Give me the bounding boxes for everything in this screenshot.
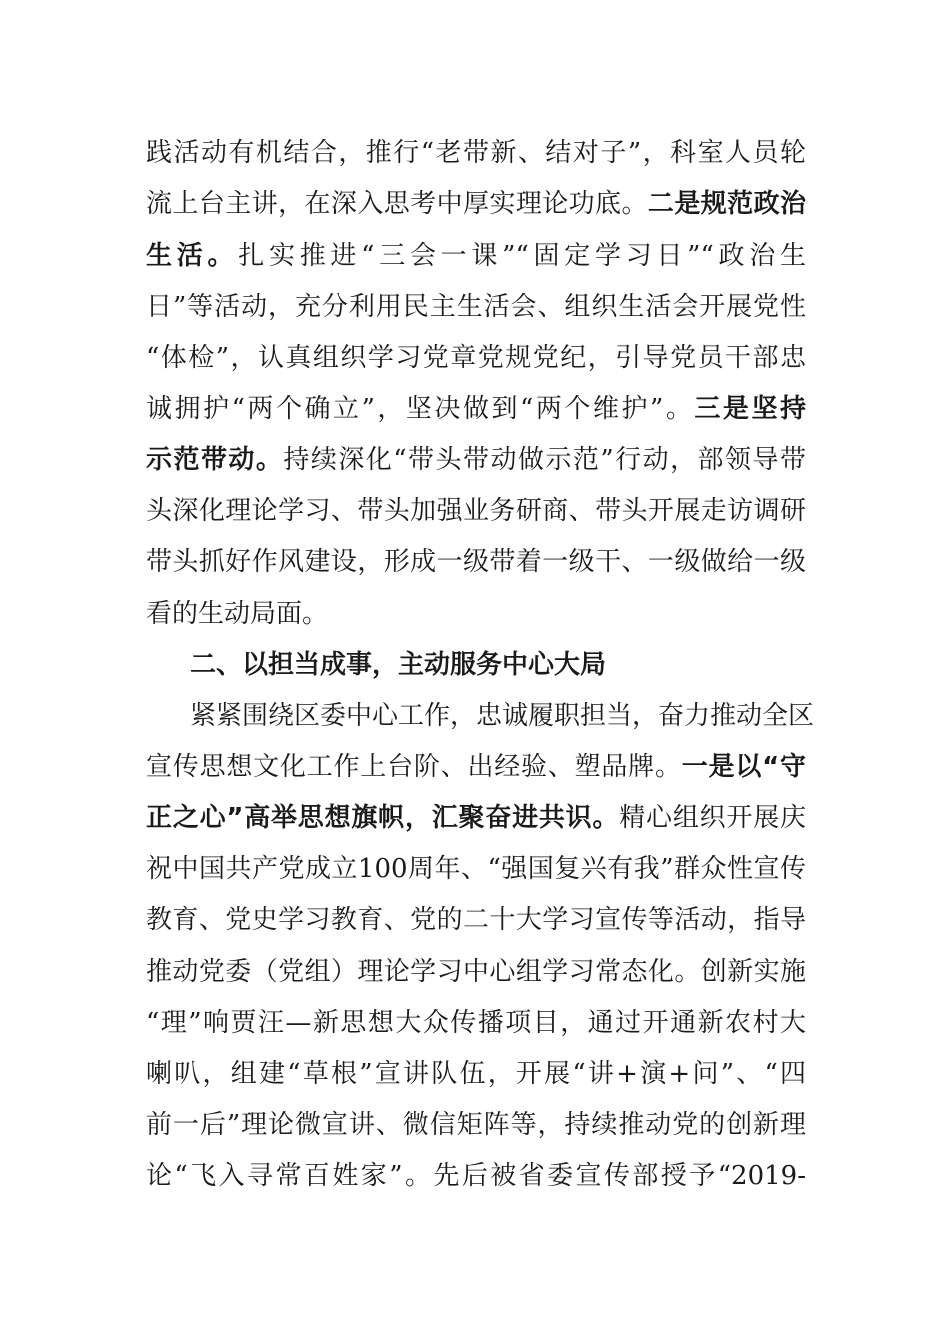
line-text: 论“飞入寻常百姓家”。先后被省委宣传部授予“2019-	[146, 1161, 806, 1191]
paragraph-line	[146, 1054, 806, 1094]
paragraph-line	[146, 798, 806, 838]
paragraph-line	[146, 287, 806, 327]
line-text: 诚拥护“两个确立”，坚决做到“两个维护”。	[146, 394, 695, 424]
paragraph-line	[146, 338, 806, 378]
bold-lead-phrase: 示范带动。	[146, 445, 284, 475]
line-text: 日”等活动，充分利用民主生活会、组织生活会开展党性	[146, 292, 806, 322]
line-text: 推动党委（党组）理论学习中心组学习常态化。创新实施	[146, 957, 806, 987]
bold-lead-phrase: 三是坚持	[694, 394, 806, 424]
bold-lead-phrase: 一是以“守	[681, 752, 806, 782]
line-text: 扎实推进“三会一课”“固定学习日”“政治生	[238, 241, 806, 271]
paragraph-line	[146, 184, 806, 224]
paragraph-line	[146, 491, 806, 531]
line-text: 带头抓好作风建设，形成一级带着一级干、一级做给一级	[146, 547, 806, 577]
section-heading	[190, 645, 806, 685]
line-text: 流上台主讲，在深入思考中厚实理论功底。	[146, 189, 648, 219]
paragraph-line	[146, 900, 806, 940]
paragraph-line	[146, 952, 806, 992]
paragraph-line	[146, 236, 806, 276]
paragraph-line	[146, 1105, 806, 1145]
line-text: 祝中国共产党成立100周年、“强国复兴有我”群众性宣传	[146, 854, 806, 884]
line-text: 喇叭，组建“草根”宣讲队伍，开展“讲+演+问”、“四	[146, 1059, 806, 1089]
paragraph-line	[146, 440, 806, 480]
bold-lead-phrase: 二是规范政治	[647, 189, 806, 219]
line-text: 精心组织开展庆	[619, 803, 806, 833]
line-text: 看的生动局面。	[146, 599, 329, 629]
line-text: 践活动有机结合，推行“老带新、结对子”，科室人员轮	[146, 138, 806, 168]
paragraph-line	[146, 133, 806, 173]
paragraph-line	[146, 542, 806, 582]
line-text: 教育、党史学习教育、党的二十大学习宣传等活动，指导	[146, 905, 806, 935]
paragraph-line	[146, 594, 806, 634]
paragraph-line	[146, 747, 806, 787]
paragraph-line	[190, 696, 815, 736]
bold-lead-phrase: 正之心”高举思想旗帜，汇聚奋进共识。	[146, 803, 620, 833]
heading-text: 二、以担当成事，主动服务中心大局	[190, 650, 607, 680]
line-text: “理”响贾汪—新思想大众传播项目，通过开通新农村大	[146, 1008, 806, 1038]
line-text: 持续深化“带头带动做示范”行动，部领导带	[283, 445, 806, 475]
line-text: 前一后”理论微宣讲、微信矩阵等，持续推动党的创新理	[146, 1110, 806, 1140]
line-text: 宣传思想文化工作上台阶、出经验、塑品牌。	[146, 752, 682, 782]
paragraph-line	[146, 849, 806, 889]
paragraph-line	[146, 1156, 806, 1196]
line-text: “体检”，认真组织学习党章党规党纪，引导党员干部忠	[146, 343, 806, 373]
paragraph-line	[146, 389, 806, 429]
line-text: 头深化理论学习、带头加强业务研商、带头开展走访调研	[146, 496, 806, 526]
line-text: 紧紧围绕区委中心工作，忠诚履职担当，奋力推动全区	[190, 701, 815, 731]
bold-lead-phrase: 生活。	[146, 241, 239, 271]
paragraph-line	[146, 1003, 806, 1043]
